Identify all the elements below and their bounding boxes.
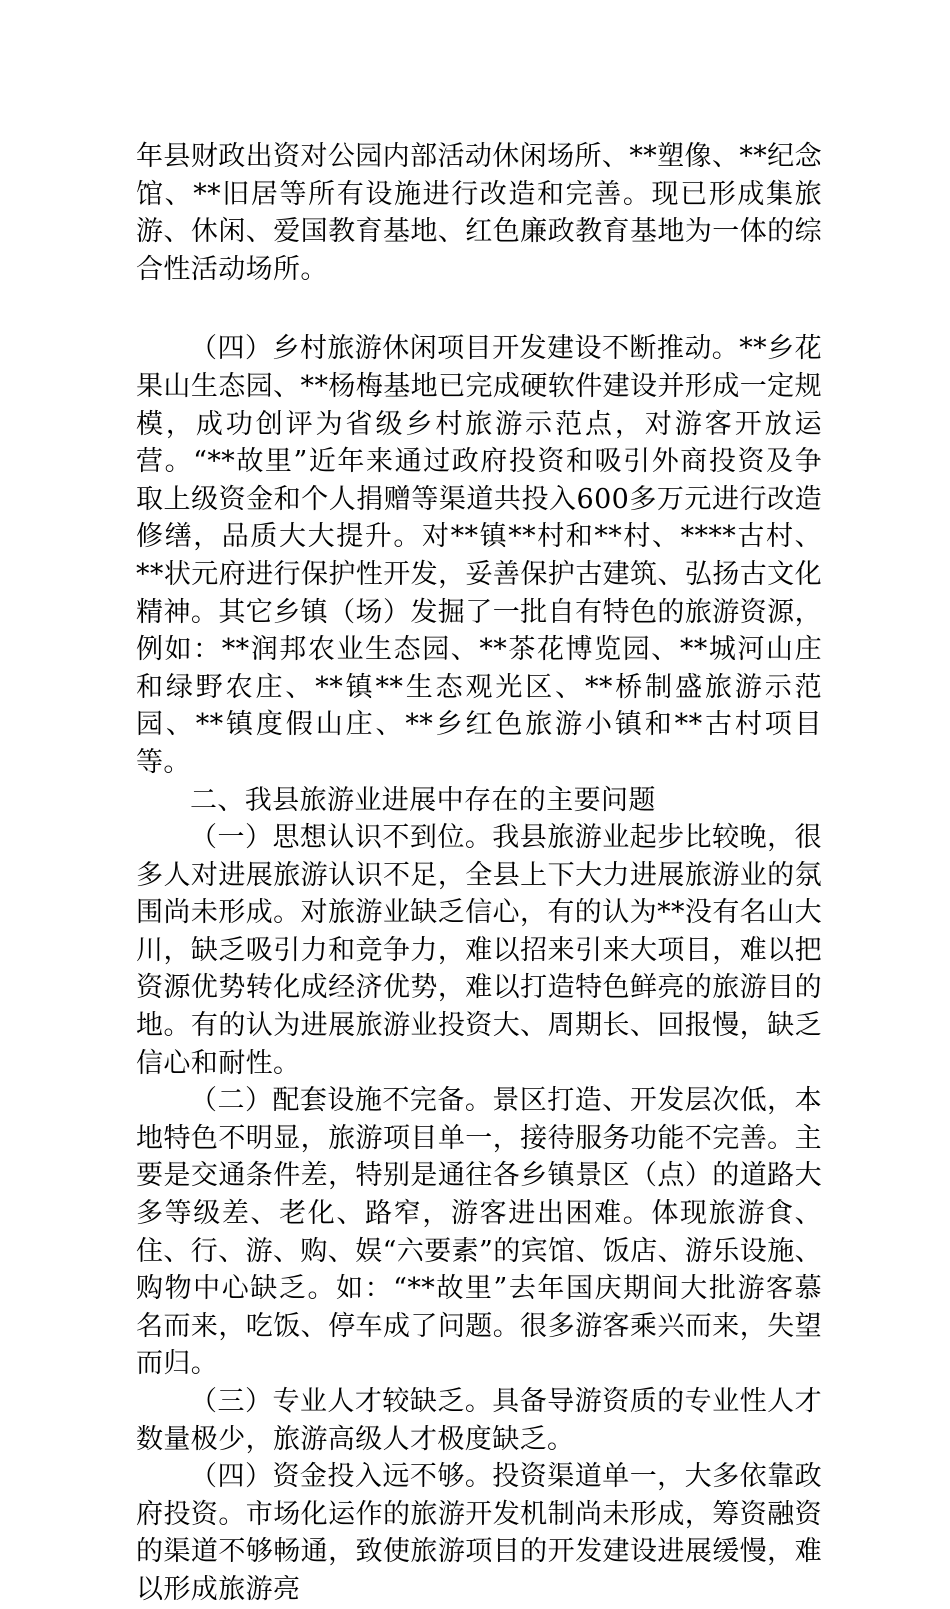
paragraph-park-renovation: 年县财政出资对公园内部活动休闲场所、**塑像、**纪念馆、**旧居等所有设施进行改造和完善。现已形成集旅游、休闲、爱国教育基地、红色廉政教育基地为一体的综合性活动场所。 [136,141,822,285]
paragraph-awareness: （一）思想认识不到位。我县旅游业起步比较晚，很多人对进展旅游认识不足，全县上下大力进展旅游业的氛围尚未形成。对旅游业缺乏信心，有的认为**没有名山大川，缺乏吸引力和竞争力，难以招来引来大项目，难以把资源优势转化成经济优势，难以打造特色鲜亮的旅游目的地。有的认为进展旅游业投资大、周期长、回报慢，缺乏信心和耐性。 [136,822,822,1079]
paragraph-funding: （四）资金投入远不够。投资渠道单一，大多依靠政府投资。市场化运作的旅游开发机制尚未形成，筹资融资的渠道不够畅通，致使旅游项目的开发建设进展缓慢，难以形成旅游亮 [136,1461,822,1605]
section-heading-problems: 二、我县旅游业进展中存在的主要问题 [190,784,656,816]
paragraph-rural-tourism: （四）乡村旅游休闲项目开发建设不断推动。**乡花果山生态园、**杨梅基地已完成硬软件建设并形成一定规模，成功创评为省级乡村旅游示范点，对游客开放运营。“**故里”近年来通过政府投资和吸引外商投资及争取上级资金和个人捐赠等渠道共投入600多万元进行改造修缮，品质大大提升。对**镇**村和**村、****古村、**状元府进行保护性开发，妥善保护古建筑、弘扬古文化精神。其它乡镇（场）发掘了一批自有特色的旅游资源，例如：**润邦农业生态园、**茶花博览园、**城河山庄和绿野农庄、**镇**生态观光区、**桥制盛旅游示范园、**镇度假山庄、**乡红色旅游小镇和**古村项目等。 [136,333,822,778]
paragraph-talent: （三）专业人才较缺乏。具备导游资质的专业性人才数量极少，旅游高级人才极度缺乏。 [136,1386,822,1455]
paragraph-facilities: （二）配套设施不完备。景区打造、开发层次低，本地特色不明显，旅游项目单一，接待服务功能不完善。主要是交通条件差，特别是通往各乡镇景区（点）的道路大多等级差、老化、路窄，游客进出困难。体现旅游食、住、行、游、购、娱“六要素”的宾馆、饭店、游乐设施、购物中心缺乏。如：“**故里”去年国庆期间大批游客慕名而来，吃饭、停车成了问题。很多游客乘兴而来，失望而归。 [136,1085,823,1380]
document-page [136,138,822,1609]
